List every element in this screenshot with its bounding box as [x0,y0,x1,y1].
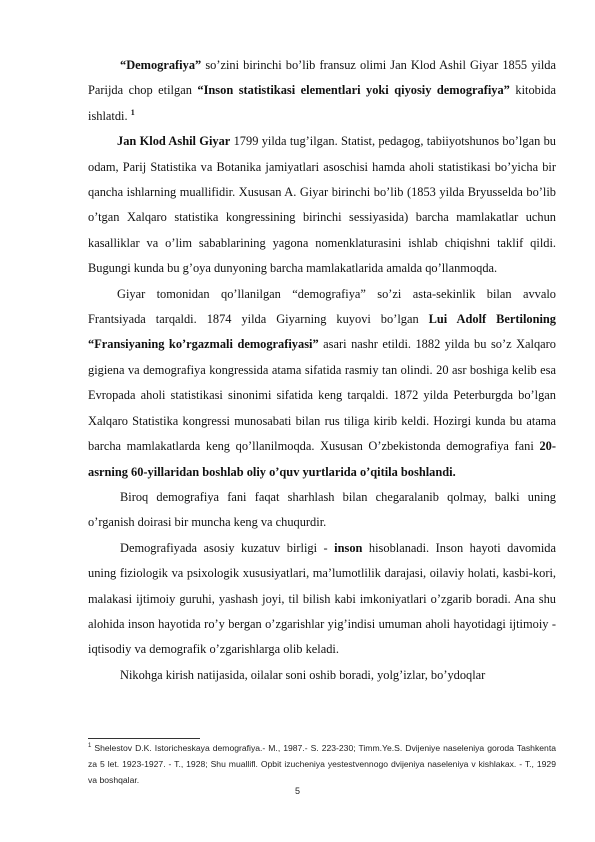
page-number: 5 [294,786,300,796]
bertilon-work: Lui Adolf Bertiloning “Fransiyaning ko’rgazmali demografiyasi” [88,312,556,352]
uzbekistan-teaching-note: 20-asrning 60-yillaridan boshlab oliy o’quv yurtlarida o’qitila boshlandi. [88,439,556,479]
book-title: “Inson statistikasi elementlari yoki qiyosiy demografiya” [197,83,510,98]
paragraph-3: Giyar tomonidan qo’llanilgan “demografiya” so’zi asta-sekinlik bilan avvalo Frantsiyada tarqaldi. 1874 yilda Giyarning kuyovi bo’lgan Lui Adolf Bertiloning “Fransiyaning ko’rgazmali demografiyasi” asari nashr etildi. 1882 yilda bu so’z Xalqaro gigiena va demografiya kongressida atama sifatida rasmiy tan olindi. 20 asr boshiga kelib esa Evropada aholi statistikasi sinonimi sifatida keng tarqaldi. 1872 yilda Peterburgda bo’lgan Xalqaro Statistika kongressi munosabati bilan rus tiliga kirib keldi. Hozirgi kunda bu atama barcha mamlakatlarda keng qo’llanilmoqda. Xususan O’zbekistonda demografiya fani 20-asrning 60-yillaridan boshlab oliy o’quv yurtlarida o’qitila boshlandi. [88,286,557,479]
term-demografiya: “Demografiya” [120,58,202,72]
footnote-number: 1 [88,743,92,750]
term-inson: inson [334,540,363,555]
footnote-text: Shelestov D.K. Istoricheskaya demografiya.- M., 1987.- S. 223-230; Timm.Ye.S. Dvijeniye naseleniya goroda Tashkenta za 5 let. 1923-1927. - T., 1928; Shu muallifl. Opbit izucheniya yestestvennogo dvijeniya naseleniya v kishlakax. - T., 1929 va boshqalar. [88,743,556,785]
paragraph-2: Jan Klod Ashil Giyar 1799 yilda tug’ilgan. Statist, pedagog, tabiiyotshunos bo’lgan bu odam, Parij Statistika va Botanika jamiyatlari asoschisi hamda aholi statistikasi bo’yicha bir qancha ishlarning muallifidir. Xususan A. Giyar birinchi bo’lib (1853 yilda Bryusselda bo’lib o’tgan Xalqaro statistika kongressining birinchi sessiyasida) barcha mamlakatlar uchun kasalliklar va o’lim sabablarining yagona nomenklaturasini ishlab chiqishni taklif qildi. Bugungi kunda bu g’oya dunyoning barcha mamlakatlarida amalda qo’llanmoqda. [88,134,556,276]
paragraph-6: Nikohga kirish natijasida, oilalar soni oshib boradi, yolg’izlar, bo’ydoqlar [120,667,486,682]
author-name: Jan Klod Ashil Giyar [117,134,231,149]
document-body [88,53,556,688]
footnote [88,741,556,788]
paragraph-1: “Demografiya” so’zini birinchi bo’lib fransuz olimi Jan Klod Ashil Giyar 1855 yilda Parijda chop etilgan “Inson statistikasi elementlari yoki qiyosiy demografiya” kitobida ishlatdi. $^1$ [88,58,556,123]
footnote-ref[interactable]: 1 [130,107,135,117]
paragraph-4: Biroq demografiya fani faqat sharhlash bilan chegaralanib qolmay, balki uning o’rganish doirasi bir muncha keng va chuqurdir. [88,489,556,530]
footnote-divider [88,738,200,739]
paragraph-5: Demografiyada asosiy kuzatuv birligi - inson hisoblanadi. Inson hayoti davomida uning fiziologik va psixologik xususiyatlari, ma’lumotlilik darajasi, oilaviy holati, kasbi-kori, malakasi ijtimoiy guruhi, yashash joyi, til bilish kabi imkoniyatlari o’zgarib boradi. Ana shu alohida inson hayotida ro’y bergan o’zgarishlar yig’indisi umuman aholi hayotidagi ijtimoiy - iqtisodiy va demografik o’zgarishlarga olib keladi. [88,540,556,657]
